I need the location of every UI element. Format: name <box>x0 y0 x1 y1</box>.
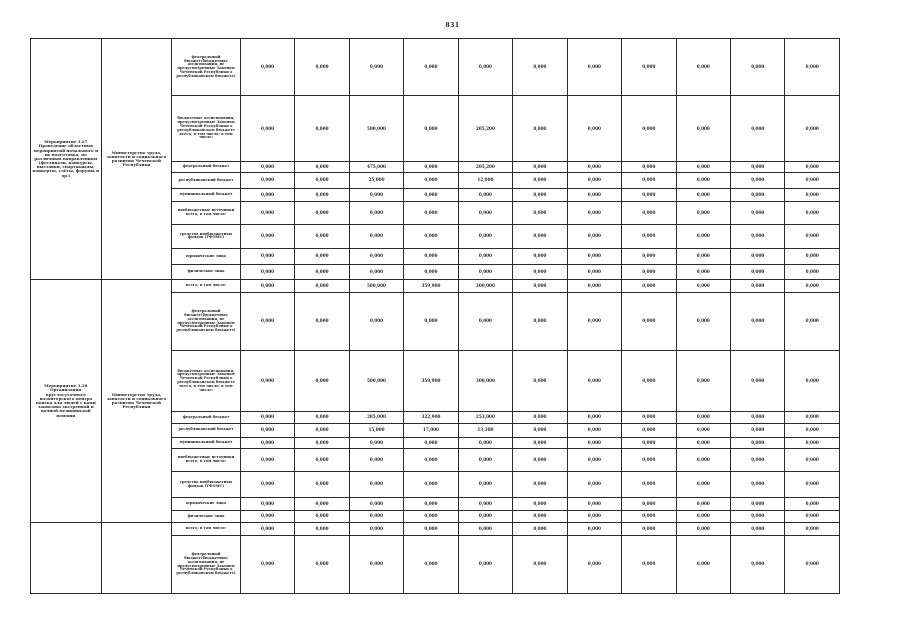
value-cell: 0,000 <box>349 498 403 510</box>
value-cell: 0,000 <box>785 173 840 188</box>
value-cell: 0,000 <box>731 279 785 292</box>
value-cell: 0,000 <box>622 264 676 279</box>
value-cell: 0,000 <box>458 202 512 225</box>
value-cell: 0,000 <box>567 162 621 173</box>
value-cell: 0,000 <box>458 498 512 510</box>
value-cell: 0,000 <box>785 162 840 173</box>
value-cell: 300,000 <box>458 279 512 292</box>
funding-source-cell: внебюджетные источники всего, в том числе: <box>172 202 241 225</box>
value-cell: 0,000 <box>731 510 785 522</box>
value-cell: 0,000 <box>458 39 512 96</box>
value-cell: 0,000 <box>513 162 567 173</box>
value-cell: 0,000 <box>622 202 676 225</box>
value-cell: 0,000 <box>676 224 730 249</box>
funding-source-cell: физические лица <box>172 264 241 279</box>
value-cell: 25,000 <box>349 173 403 188</box>
value-cell: 0,000 <box>785 412 840 423</box>
funding-source-cell: всего, в том числе: <box>172 523 241 536</box>
value-cell: 0,000 <box>513 449 567 472</box>
funding-source-cell: всего, в том числе: <box>172 279 241 292</box>
value-cell: 0,000 <box>567 39 621 96</box>
value-cell: 0,000 <box>622 249 676 264</box>
value-cell: 0,000 <box>731 249 785 264</box>
value-cell: 0,000 <box>240 471 294 498</box>
value-cell: 0,000 <box>240 264 294 279</box>
executor-cell <box>101 523 172 594</box>
value-cell: 0,000 <box>513 423 567 437</box>
value-cell: 0,000 <box>513 173 567 188</box>
funding-source-cell: муниципальный бюджет <box>172 188 241 201</box>
value-cell: 0,000 <box>404 510 458 522</box>
value-cell: 0,000 <box>349 536 403 594</box>
value-cell: 0,000 <box>622 279 676 292</box>
value-cell: 0,000 <box>676 39 730 96</box>
value-cell: 253,000 <box>458 412 512 423</box>
value-cell: 0,000 <box>731 202 785 225</box>
value-cell: 0,000 <box>295 293 349 350</box>
value-cell: 0,000 <box>785 293 840 350</box>
value-cell: 0,000 <box>349 471 403 498</box>
value-cell: 0,000 <box>295 536 349 594</box>
value-cell: 0,000 <box>785 498 840 510</box>
value-cell: 13,300 <box>458 423 512 437</box>
value-cell: 0,000 <box>404 437 458 448</box>
value-cell: 0,000 <box>458 249 512 264</box>
value-cell: 0,000 <box>458 449 512 472</box>
value-cell: 0,000 <box>295 202 349 225</box>
value-cell: 0,000 <box>785 188 840 201</box>
value-cell: 0,000 <box>676 449 730 472</box>
value-cell: 0,000 <box>295 423 349 437</box>
value-cell: 0,000 <box>567 279 621 292</box>
value-cell: 0,000 <box>731 264 785 279</box>
executor-cell: Министерство труда, занятости и социального развития Чеченской Республики <box>101 279 172 522</box>
value-cell: 0,000 <box>349 264 403 279</box>
value-cell: 0,000 <box>295 412 349 423</box>
value-cell: 0,000 <box>785 449 840 472</box>
value-cell: 0,000 <box>295 437 349 448</box>
value-cell: 0,000 <box>567 173 621 188</box>
value-cell: 0,000 <box>731 188 785 201</box>
executor-cell: Министерство труда, занятости и социального развития Чеченской Республики <box>101 39 172 280</box>
value-cell: 0,000 <box>731 523 785 536</box>
value-cell: 0,000 <box>622 437 676 448</box>
value-cell: 0,000 <box>295 498 349 510</box>
value-cell: 0,000 <box>567 449 621 472</box>
value-cell: 0,000 <box>731 536 785 594</box>
value-cell: 0,000 <box>404 188 458 201</box>
value-cell: 0,000 <box>622 498 676 510</box>
value-cell: 0,000 <box>513 96 567 162</box>
value-cell: 0,000 <box>513 350 567 412</box>
value-cell: 205,200 <box>458 96 512 162</box>
value-cell: 0,000 <box>295 249 349 264</box>
value-cell: 0,000 <box>731 412 785 423</box>
value-cell: 0,000 <box>458 224 512 249</box>
value-cell: 0,000 <box>349 449 403 472</box>
value-cell: 0,000 <box>240 224 294 249</box>
funding-source-cell: муниципальный бюджет <box>172 437 241 448</box>
value-cell: 0,000 <box>676 350 730 412</box>
value-cell: 0,000 <box>676 249 730 264</box>
value-cell: 0,000 <box>458 471 512 498</box>
value-cell: 0,000 <box>240 350 294 412</box>
value-cell: 0,000 <box>513 39 567 96</box>
value-cell: 0,000 <box>785 523 840 536</box>
value-cell: 0,000 <box>404 293 458 350</box>
value-cell: 0,000 <box>513 188 567 201</box>
value-cell: 0,000 <box>458 437 512 448</box>
value-cell: 0,000 <box>676 437 730 448</box>
funding-source-cell: средства внебюджетных фондов (ТФОМС) <box>172 471 241 498</box>
value-cell: 0,000 <box>622 188 676 201</box>
value-cell: 0,000 <box>295 224 349 249</box>
value-cell: 0,000 <box>676 293 730 350</box>
value-cell: 0,000 <box>295 523 349 536</box>
funding-source-cell: бюджетные ассигнования, предусмотренные Законом Чеченской Республики о республиканском бюджете всего, в том числе: в том числе: <box>172 96 241 162</box>
value-cell: 0,000 <box>567 471 621 498</box>
value-cell: 0,000 <box>349 224 403 249</box>
funding-source-cell: юридические лица <box>172 498 241 510</box>
value-cell: 0,000 <box>785 350 840 412</box>
value-cell: 0,000 <box>513 249 567 264</box>
value-cell: 0,000 <box>731 498 785 510</box>
table-row <box>31 279 840 292</box>
event-cell: Мероприятие 3.28 Организация круглосуточного волонтерского центра поиска для людей с вами записаны экстренной и ночной медицинской помощи <box>31 279 102 522</box>
value-cell: 0,000 <box>458 536 512 594</box>
value-cell: 0,000 <box>676 202 730 225</box>
funding-source-cell: бюджетные ассигнования, предусмотренные Законом Чеченской Республики о республиканском бюджете всего, в том числе: в том числе: <box>172 350 241 412</box>
value-cell: 0,000 <box>295 350 349 412</box>
funding-source-cell: республиканский бюджет <box>172 173 241 188</box>
value-cell: 0,000 <box>622 39 676 96</box>
value-cell: 359,900 <box>404 279 458 292</box>
value-cell: 0,000 <box>295 162 349 173</box>
value-cell: 0,000 <box>676 471 730 498</box>
value-cell: 0,000 <box>622 423 676 437</box>
value-cell: 0,000 <box>622 293 676 350</box>
value-cell: 0,000 <box>240 249 294 264</box>
value-cell: 0,000 <box>785 279 840 292</box>
value-cell: 0,000 <box>676 162 730 173</box>
value-cell: 0,000 <box>513 293 567 350</box>
event-cell <box>31 523 102 594</box>
value-cell: 0,000 <box>567 498 621 510</box>
table-row <box>31 39 840 96</box>
value-cell: 0,000 <box>349 39 403 96</box>
funding-source-cell: федеральный бюджет(бюджетные ассигнования, не предусмотренные Законом Чеченской Республики о республиканском бюджете) <box>172 39 241 96</box>
value-cell: 0,000 <box>513 279 567 292</box>
value-cell: 0,000 <box>785 202 840 225</box>
value-cell: 0,000 <box>240 412 294 423</box>
value-cell: 300,000 <box>458 350 512 412</box>
value-cell: 0,000 <box>622 96 676 162</box>
funding-source-cell: физические лица <box>172 510 241 522</box>
value-cell: 500,000 <box>349 96 403 162</box>
value-cell: 0,000 <box>676 510 730 522</box>
value-cell: 0,000 <box>567 350 621 412</box>
value-cell: 0,000 <box>676 279 730 292</box>
value-cell: 17,000 <box>404 423 458 437</box>
event-cell: Мероприятие 3.27 Проведение областных мероприятий начального и их подготовка, по различным направлениям (фестивали, конкурсы, выставки, спартакиады, концерты, слёты, форумы и др.) <box>31 39 102 280</box>
table-row <box>31 523 840 536</box>
value-cell: 0,000 <box>785 437 840 448</box>
value-cell: 0,000 <box>567 188 621 201</box>
value-cell: 0,000 <box>404 536 458 594</box>
value-cell: 0,000 <box>404 264 458 279</box>
value-cell: 0,000 <box>513 510 567 522</box>
value-cell: 0,000 <box>295 279 349 292</box>
value-cell: 0,000 <box>567 523 621 536</box>
value-cell: 0,000 <box>622 449 676 472</box>
value-cell: 0,000 <box>240 510 294 522</box>
value-cell: 0,000 <box>404 498 458 510</box>
value-cell: 12,000 <box>458 173 512 188</box>
value-cell: 0,000 <box>295 173 349 188</box>
value-cell: 0,000 <box>676 173 730 188</box>
value-cell: 0,000 <box>513 202 567 225</box>
value-cell: 0,000 <box>567 264 621 279</box>
value-cell: 0,000 <box>240 536 294 594</box>
value-cell: 0,000 <box>567 293 621 350</box>
value-cell: 0,000 <box>295 471 349 498</box>
value-cell: 0,000 <box>513 536 567 594</box>
value-cell: 0,000 <box>567 412 621 423</box>
value-cell: 0,000 <box>240 188 294 201</box>
value-cell: 0,000 <box>567 423 621 437</box>
value-cell: 0,000 <box>349 523 403 536</box>
value-cell: 0,000 <box>349 188 403 201</box>
value-cell: 0,000 <box>731 471 785 498</box>
value-cell: 0,000 <box>785 39 840 96</box>
value-cell: 0,000 <box>404 162 458 173</box>
value-cell: 0,000 <box>567 96 621 162</box>
value-cell: 0,000 <box>676 423 730 437</box>
value-cell: 0,000 <box>785 224 840 249</box>
value-cell: 0,000 <box>404 173 458 188</box>
value-cell: 0,000 <box>731 39 785 96</box>
value-cell: 0,000 <box>458 523 512 536</box>
value-cell: 0,000 <box>622 471 676 498</box>
value-cell: 0,000 <box>731 224 785 249</box>
value-cell: 0,000 <box>567 224 621 249</box>
value-cell: 0,000 <box>785 536 840 594</box>
value-cell: 0,000 <box>567 249 621 264</box>
funding-source-cell: федеральный бюджет(бюджетные ассигнования, не предусмотренные Законом Чеченской Республики о республиканском бюджете) <box>172 536 241 594</box>
value-cell: 0,000 <box>676 188 730 201</box>
value-cell: 0,000 <box>458 264 512 279</box>
value-cell: 0,000 <box>785 423 840 437</box>
value-cell: 0,000 <box>458 510 512 522</box>
value-cell: 0,000 <box>622 350 676 412</box>
value-cell: 285,000 <box>349 412 403 423</box>
value-cell: 500,000 <box>349 279 403 292</box>
value-cell: 0,000 <box>295 510 349 522</box>
value-cell: 0,000 <box>240 437 294 448</box>
value-cell: 0,000 <box>295 264 349 279</box>
funding-source-cell: юридические лица <box>172 249 241 264</box>
value-cell: 0,000 <box>404 39 458 96</box>
value-cell: 0,000 <box>458 293 512 350</box>
value-cell: 0,000 <box>404 471 458 498</box>
value-cell: 0,000 <box>458 188 512 201</box>
value-cell: 0,000 <box>404 224 458 249</box>
value-cell: 0,000 <box>676 96 730 162</box>
value-cell: 0,000 <box>404 449 458 472</box>
value-cell: 0,000 <box>513 523 567 536</box>
value-cell: 0,000 <box>676 498 730 510</box>
value-cell: 0,000 <box>295 188 349 201</box>
table-body <box>31 39 840 594</box>
value-cell: 0,000 <box>622 162 676 173</box>
value-cell: 0,000 <box>785 96 840 162</box>
value-cell: 0,000 <box>240 498 294 510</box>
value-cell: 359,900 <box>404 350 458 412</box>
value-cell: 0,000 <box>731 162 785 173</box>
value-cell: 0,000 <box>240 523 294 536</box>
value-cell: 0,000 <box>240 96 294 162</box>
value-cell: 0,000 <box>785 249 840 264</box>
page-number: 831 <box>445 22 460 29</box>
value-cell: 0,000 <box>622 173 676 188</box>
value-cell: 475,000 <box>349 162 403 173</box>
value-cell: 0,000 <box>731 96 785 162</box>
value-cell: 0,000 <box>513 498 567 510</box>
value-cell: 0,000 <box>240 202 294 225</box>
value-cell: 0,000 <box>622 224 676 249</box>
value-cell: 0,000 <box>513 412 567 423</box>
value-cell: 0,000 <box>785 471 840 498</box>
value-cell: 0,000 <box>622 412 676 423</box>
value-cell: 0,000 <box>622 523 676 536</box>
funding-source-cell: республиканский бюджет <box>172 423 241 437</box>
value-cell: 0,000 <box>240 162 294 173</box>
value-cell: 0,000 <box>731 350 785 412</box>
value-cell: 0,000 <box>349 510 403 522</box>
value-cell: 0,000 <box>240 39 294 96</box>
value-cell: 0,000 <box>295 449 349 472</box>
value-cell: 0,000 <box>785 510 840 522</box>
value-cell: 322,900 <box>404 412 458 423</box>
value-cell: 0,000 <box>513 264 567 279</box>
value-cell: 15,000 <box>349 423 403 437</box>
value-cell: 0,000 <box>404 249 458 264</box>
value-cell: 0,000 <box>622 510 676 522</box>
funding-source-cell: средства внебюджетных фондов (ТФОМС) <box>172 224 241 249</box>
value-cell: 500,000 <box>349 350 403 412</box>
value-cell: 0,000 <box>676 536 730 594</box>
value-cell: 0,000 <box>785 264 840 279</box>
value-cell: 0,000 <box>240 173 294 188</box>
value-cell: 0,000 <box>513 224 567 249</box>
value-cell: 0,000 <box>676 264 730 279</box>
funding-source-cell: внебюджетные источники всего, в том числе: <box>172 449 241 472</box>
value-cell: 0,000 <box>295 39 349 96</box>
value-cell: 0,000 <box>513 437 567 448</box>
funding-source-cell: федеральный бюджет(бюджетные ассигнования, не предусмотренные Законом Чеченской Республики о республиканском бюджете) <box>172 293 241 350</box>
value-cell: 0,000 <box>349 249 403 264</box>
value-cell: 0,000 <box>404 523 458 536</box>
value-cell: 0,000 <box>622 536 676 594</box>
value-cell: 0,000 <box>567 510 621 522</box>
funding-source-cell: федеральный бюджет <box>172 412 241 423</box>
value-cell: 0,000 <box>349 293 403 350</box>
value-cell: 0,000 <box>731 449 785 472</box>
value-cell: 0,000 <box>349 202 403 225</box>
value-cell: 0,000 <box>731 423 785 437</box>
value-cell: 0,000 <box>731 173 785 188</box>
funding-source-cell: федеральный бюджет <box>172 162 241 173</box>
value-cell: 0,000 <box>240 293 294 350</box>
value-cell: 0,000 <box>240 449 294 472</box>
value-cell: 0,000 <box>676 412 730 423</box>
value-cell: 0,000 <box>731 437 785 448</box>
value-cell: 0,000 <box>731 293 785 350</box>
value-cell: 0,000 <box>567 536 621 594</box>
value-cell: 205,200 <box>458 162 512 173</box>
budget-table <box>30 38 840 594</box>
value-cell: 0,000 <box>349 437 403 448</box>
value-cell: 0,000 <box>240 423 294 437</box>
value-cell: 0,000 <box>295 96 349 162</box>
value-cell: 0,000 <box>404 96 458 162</box>
value-cell: 0,000 <box>513 471 567 498</box>
value-cell: 0,000 <box>567 437 621 448</box>
value-cell: 0,000 <box>404 202 458 225</box>
value-cell: 0,000 <box>240 279 294 292</box>
value-cell: 0,000 <box>567 202 621 225</box>
value-cell: 0,000 <box>676 523 730 536</box>
